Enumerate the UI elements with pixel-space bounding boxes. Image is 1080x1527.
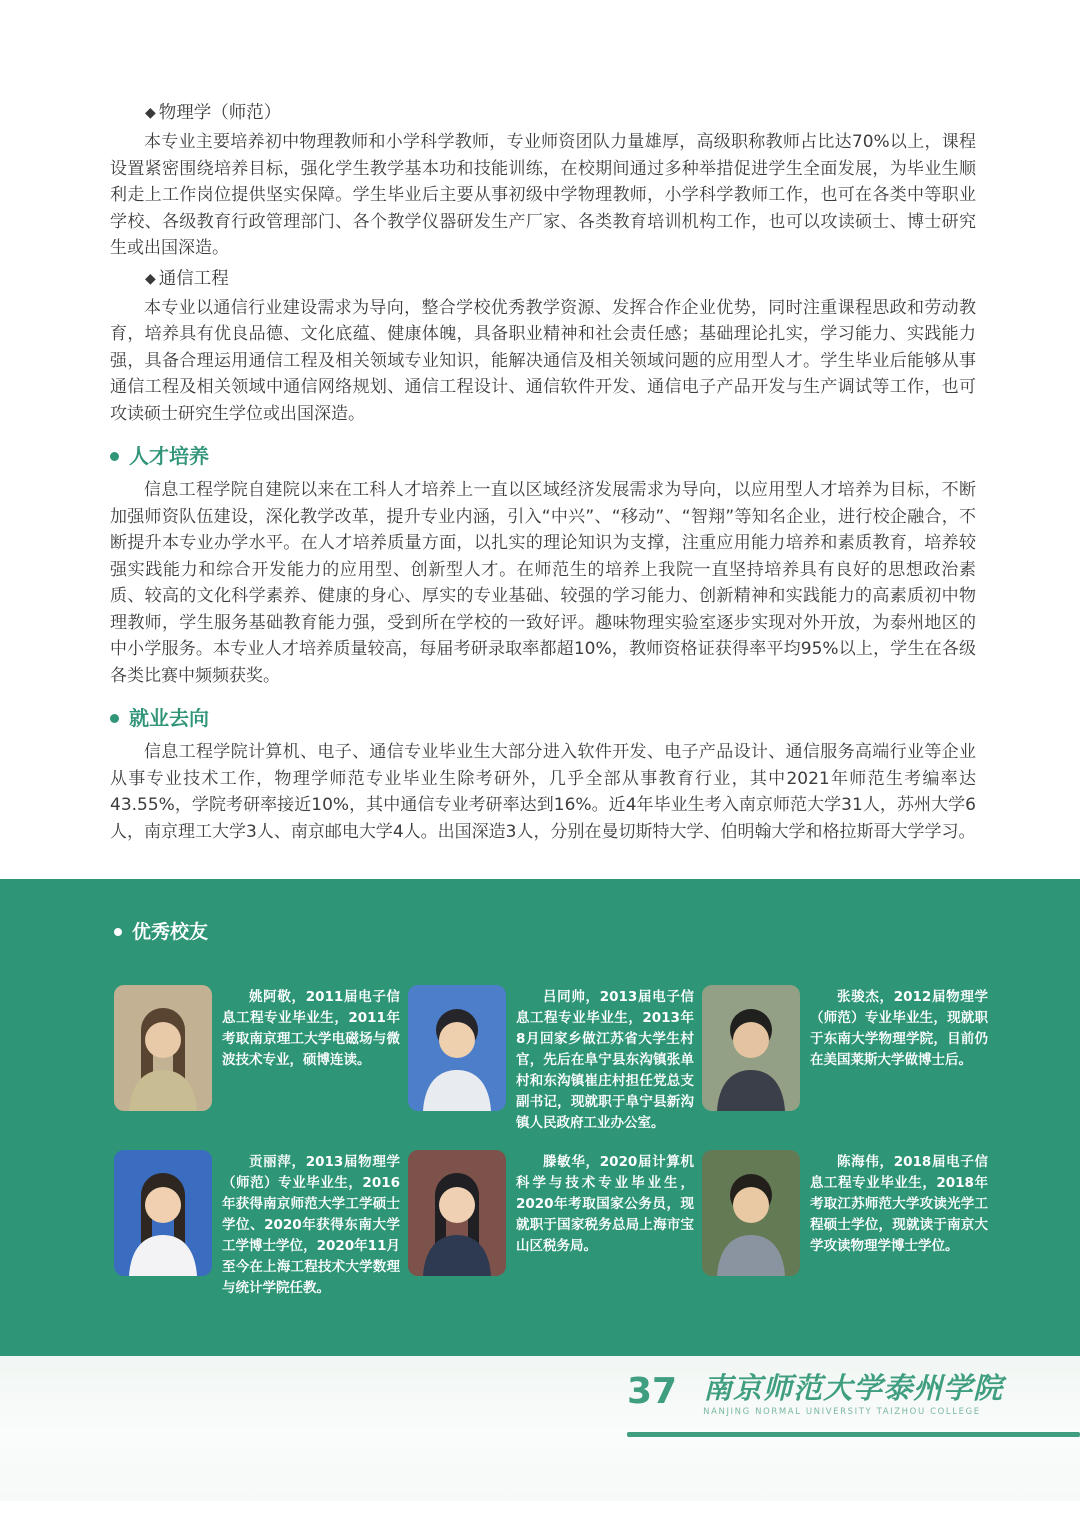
alumni-grid <box>0 985 1080 1299</box>
talent-cultivation-heading <box>110 443 976 469</box>
alumni-heading <box>114 919 1080 945</box>
alumni-card-gongliping <box>114 1150 402 1299</box>
person-silhouette-icon <box>114 985 212 1111</box>
alumni-photo-man-id-icon <box>408 985 506 1111</box>
page-footer <box>0 1356 1080 1501</box>
bullet-dot-icon <box>110 714 119 723</box>
major-communication-description: 本专业以通信行业建设需求为导向，整合学校优秀教学资源、发挥合作企业优势，同时注重课程思政和劳动教育，培养具有优良品德、文化底蕴、健康体魄，具备职业精神和社会责任感；基础理论扎实，学习能力、实践能力强，具备合理运用通信工程及相关领域专业知识，能解决通信及相关领域问题的应用型人才。学生毕业后能够从事通信工程及相关领域中通信网络规划、通信工程设计、通信软件开发、通信电子产品开发与生产调试等工作，也可攻读硕士研究生学位或出国深造。 <box>110 297 976 424</box>
alumni-photo-man-denim-icon <box>702 1150 800 1276</box>
alumni-section <box>0 879 1080 1356</box>
university-name-cn: 南京师范大学泰州学院 <box>703 1371 1004 1405</box>
bullet-dot-icon <box>114 928 122 936</box>
major-physics-title-text: 物理学（师范） <box>158 103 282 123</box>
alumni-description: 吕同帅，2013届电子信息工程专业毕业生，2013年8月回家乡做江苏省大学生村官，先后在阜宁县东沟镇张单村和东沟镇崔庄村担任党总支副书记，现就职于阜宁县新沟镇人民政府工业办公室。 <box>516 989 694 1131</box>
major-communication-title-text: 通信工程 <box>158 268 229 289</box>
alumni-card-tengminhua <box>408 1150 696 1299</box>
person-silhouette-icon <box>702 985 800 1111</box>
person-silhouette-icon <box>408 985 506 1111</box>
major-physics-description: 本专业主要培养初中物理教师和小学科学教师，专业师资团队力量雄厚，高级职称教师占比达70%以上，课程设置紧密围绕培养目标，强化学生教学基本功和技能训练，在校期间通过多种举措促进学生全面发展，为毕业生顺利走上工作岗位提供坚实保障。学生毕业后主要从事初级中学物理教师，小学科学教师工作，也可在各类中等职业学校、各级教育行政管理部门、各个教学仪器研发生产厂家、各类教育培训机构工作，也可以攻读硕士、博士研究生或出国深造。 <box>110 132 976 258</box>
person-silhouette-icon <box>702 1150 800 1276</box>
alumni-card-yaoajing <box>114 985 402 1134</box>
employment-heading <box>110 705 976 731</box>
major-physics-block <box>110 100 976 262</box>
alumni-card-chenhaiwei <box>702 1150 990 1299</box>
page-number: 37 <box>627 1371 678 1412</box>
alumni-photo-man-outdoor-icon <box>702 985 800 1111</box>
alumni-card-zhangjunjie <box>702 985 990 1134</box>
section-talent-cultivation <box>110 443 976 689</box>
talent-cultivation-description: 信息工程学院自建院以来在工科人才培养上一直以区域经济发展需求为导向，以应用型人才培养为目标，不断加强师资队伍建设，深化教学改革，提升专业内涵，引入“中兴”、“移动”、“智翔”等知名企业，进行校企融合，不断提升本专业办学水平。在人才培养质量方面，以扎实的理论知识为支撑，注重应用能力培养和素质教育，培养较强实践能力和综合开发能力的应用型、创新型人才。在师范生的培养上我院一直坚持培养具有良好的思想政治素质、较高的文化科学素养、健康的身心、厚实的专业基础、较强的学习能力、创新精神和实践能力的高素质初中物理教师，学生服务基础教育能力强，受到所在学校的一致好评。趣味物理实验室逐步实现对外开放，为泰州地区的中小学服务。本专业人才培养质量较高，每届考研录取率都超10%，教师资格证获得率平均95%以上，学生在各级各类比赛中频频获奖。 <box>110 480 976 686</box>
major-physics-title <box>145 100 976 126</box>
university-name-en: NANJING NORMAL UNIVERSITY TAIZHOU COLLEGE <box>703 1407 981 1418</box>
talent-cultivation-heading-text: 人才培养 <box>129 444 209 468</box>
alumni-heading-text: 优秀校友 <box>132 921 209 943</box>
alumni-description: 贡丽萍，2013届物理学（师范）专业毕业生，2016年获得南京师范大学工学硕士学位、2020年获得东南大学工学博士学位，2020年11月至今在上海工程技术大学数理与统计学院任教。 <box>222 1154 400 1296</box>
bullet-dot-icon <box>110 452 119 461</box>
section-employment <box>110 705 976 845</box>
major-communication-block <box>110 266 976 428</box>
alumni-description: 陈海伟，2018届电子信息工程专业毕业生，2018年考取江苏师范大学攻读光学工程硕士学位，现就读于南京大学攻读物理学博士学位。 <box>810 1154 988 1254</box>
diamond-marker-icon: ◆ <box>145 270 156 287</box>
alumni-card-lvtongshuai <box>408 985 696 1134</box>
alumni-description: 张骏杰，2012届物理学（师范）专业毕业生，现就职于东南大学物理学院，目前仍在美国莱斯大学做博士后。 <box>810 989 988 1068</box>
footer-divider <box>627 1432 1080 1437</box>
employment-heading-text: 就业去向 <box>129 706 209 730</box>
major-communication-title <box>145 266 976 292</box>
person-silhouette-icon <box>408 1150 506 1276</box>
alumni-description: 姚阿敬，2011届电子信息工程专业毕业生，2011年考取南京理工大学电磁场与微波技术专业，硕博连读。 <box>222 989 400 1068</box>
footer-branding <box>627 1372 1080 1417</box>
employment-description: 信息工程学院计算机、电子、通信专业毕业生大部分进入软件开发、电子产品设计、通信服务高端行业等企业从事专业技术工作，物理学师范专业毕业生除考研外，几乎全部从事教育行业，其中2021年师范生考编率达43.55%，学院考研率接近10%，其中通信专业考研率达到16%。近4年毕业生考入南京师范大学31人，苏州大学6人，南京理工大学3人、南京邮电大学4人。出国深造3人，分别在曼切斯特大学、伯明翰大学和格拉斯哥大学学习。 <box>110 742 976 842</box>
alumni-photo-woman-event-icon <box>114 1150 212 1276</box>
university-logo-text <box>703 1372 1003 1417</box>
alumni-photo-woman-sunglasses-icon <box>114 985 212 1111</box>
alumni-description: 滕敏华，2020届计算机科学与技术专业毕业生，2020年考取国家公务员，现就职于国家税务总局上海市宝山区税务局。 <box>516 1154 694 1254</box>
diamond-marker-icon: ◆ <box>145 105 156 121</box>
person-silhouette-icon <box>114 1150 212 1276</box>
alumni-photo-woman-uniform-icon <box>408 1150 506 1276</box>
